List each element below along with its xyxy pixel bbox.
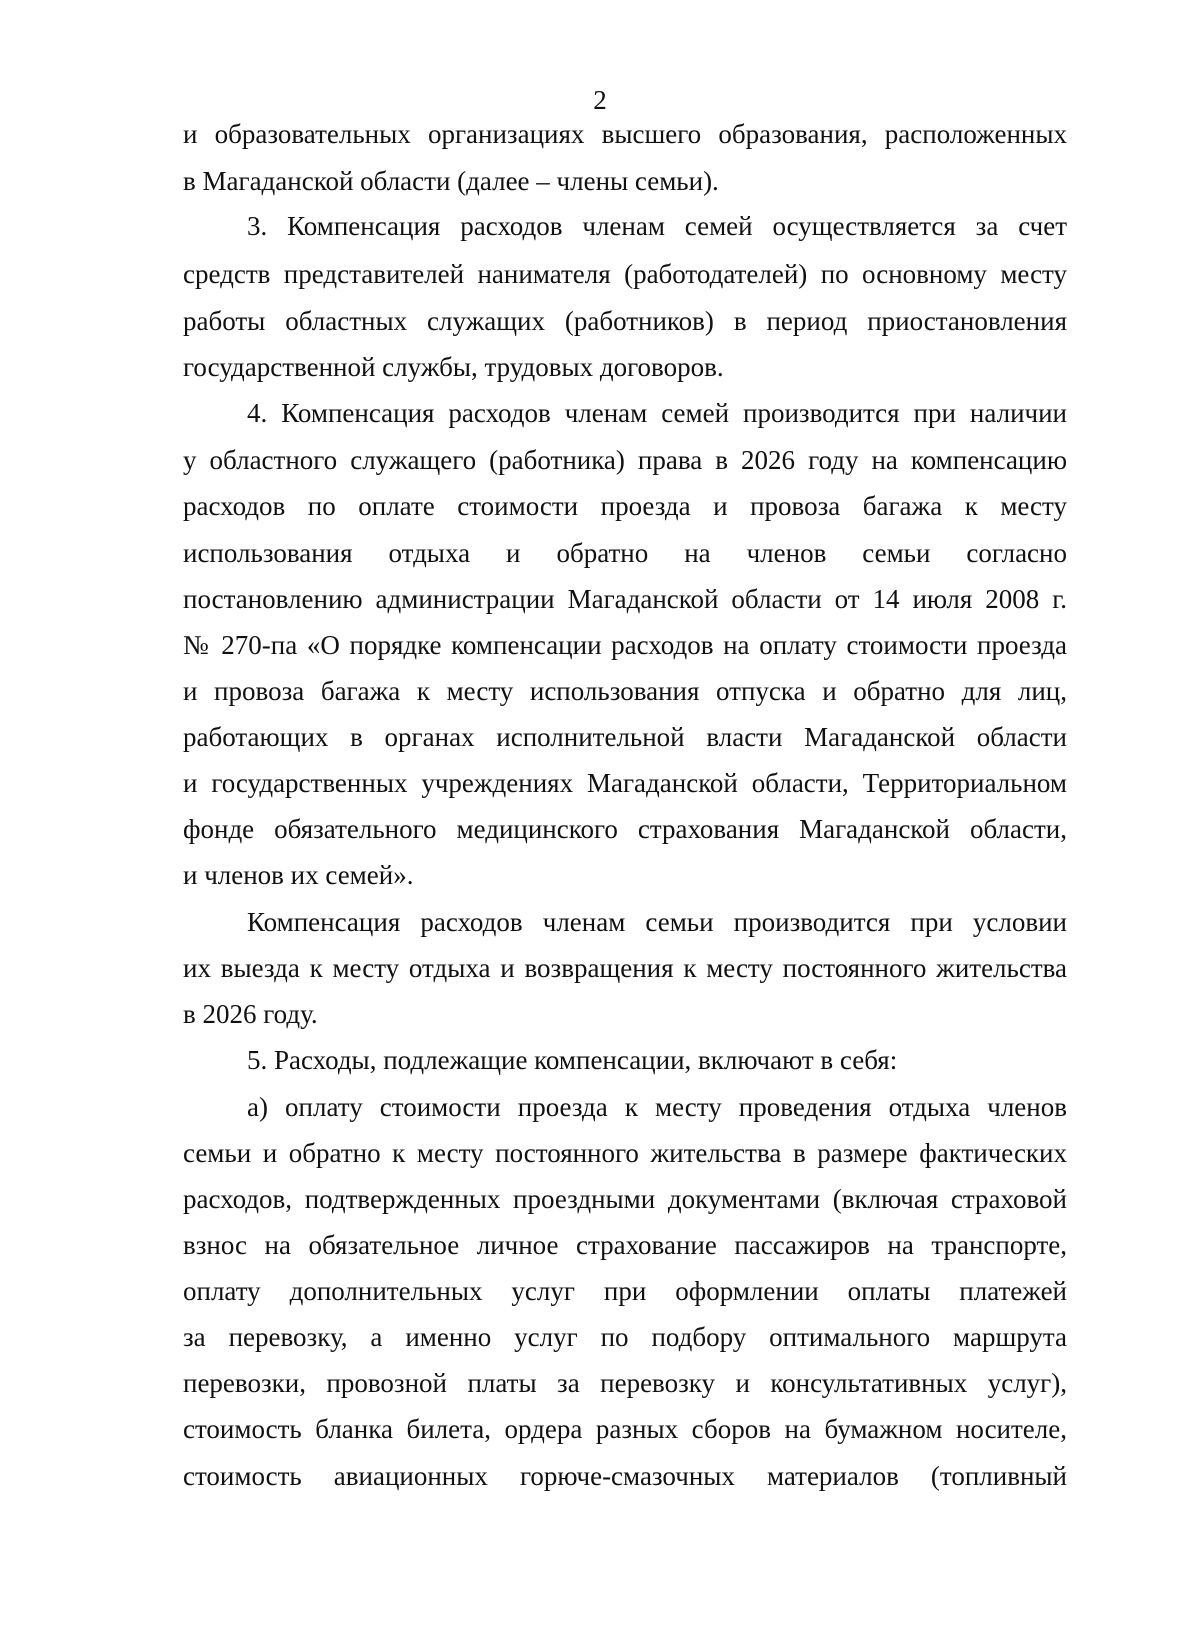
text-line: их выезда к месту отдыха и возвращения к месту постоянного жительства [183,953,1067,983]
subparagraph-a-line: а) оплату стоимости проезда к месту проведения отдыха членов [247,1092,1067,1122]
text-line: взнос на обязательное личное страхование пассажиров на транспорте, [183,1230,1067,1260]
text-line: оплату дополнительных услуг при оформлении оплаты платежей [183,1276,1067,1306]
text-line: семьи и обратно к месту постоянного жительства в размере фактических [183,1138,1067,1168]
text-line: перевозки, провозной платы за перевозку и консультативных услуг), [183,1368,1067,1398]
text-line: фонде обязательного медицинского страхования Магаданской области, [183,814,1067,844]
paragraph-5-line: 5. Расходы, подлежащие компенсации, включают в себя: [247,1045,898,1075]
compensation-paragraph-line: Компенсация расходов членам семьи производится при условии [247,907,1067,937]
text-line: и членов их семей». [183,860,414,890]
text-line: в Магаданской области (далее – члены семьи). [183,166,719,196]
text-line: работы областных служащих (работников) в период приостановления [183,306,1067,336]
text-line: у областного служащего (работника) права в 2026 году на компенсацию [183,445,1067,475]
text-line: стоимость авиационных горюче-смазочных материалов (топливный [183,1461,1067,1491]
paragraph-4-line: 4. Компенсация расходов членам семей производится при наличии [247,398,1067,428]
text-line: работающих в органах исполнительной власти Магаданской области [183,722,1067,752]
text-line: и государственных учреждениях Магаданской области, Территориальном [183,768,1067,798]
page-number: 2 [593,85,607,115]
paragraph-3-line: 3. Компенсация расходов членам семей осуществляется за счет [247,211,1067,241]
text-line: постановлению администрации Магаданской области от 14 июля 2008 г. [183,584,1067,614]
text-line: расходов по оплате стоимости проезда и провоза багажа к месту [183,491,1067,521]
text-line: № 270-па «О порядке компенсации расходов на оплату стоимости проезда [183,630,1067,660]
text-line: расходов, подтвержденных проездными документами (включая страховой [183,1184,1067,1214]
text-line: и провоза багажа к месту использования отпуска и обратно для лиц, [183,676,1067,706]
text-line: стоимость бланка билета, ордера разных сборов на бумажном носителе, [183,1414,1067,1444]
text-line: и образовательных организациях высшего образования, расположенных [183,119,1067,149]
text-line: в 2026 году. [183,999,318,1029]
text-line: средств представителей нанимателя (работодателей) по основному месту [183,259,1067,289]
text-line: за перевозку, а именно услуг по подбору оптимального маршрута [183,1322,1067,1352]
text-line: использования отдыха и обратно на членов семьи согласно [183,538,1067,568]
text-line: государственной службы, трудовых договоров. [183,352,724,382]
